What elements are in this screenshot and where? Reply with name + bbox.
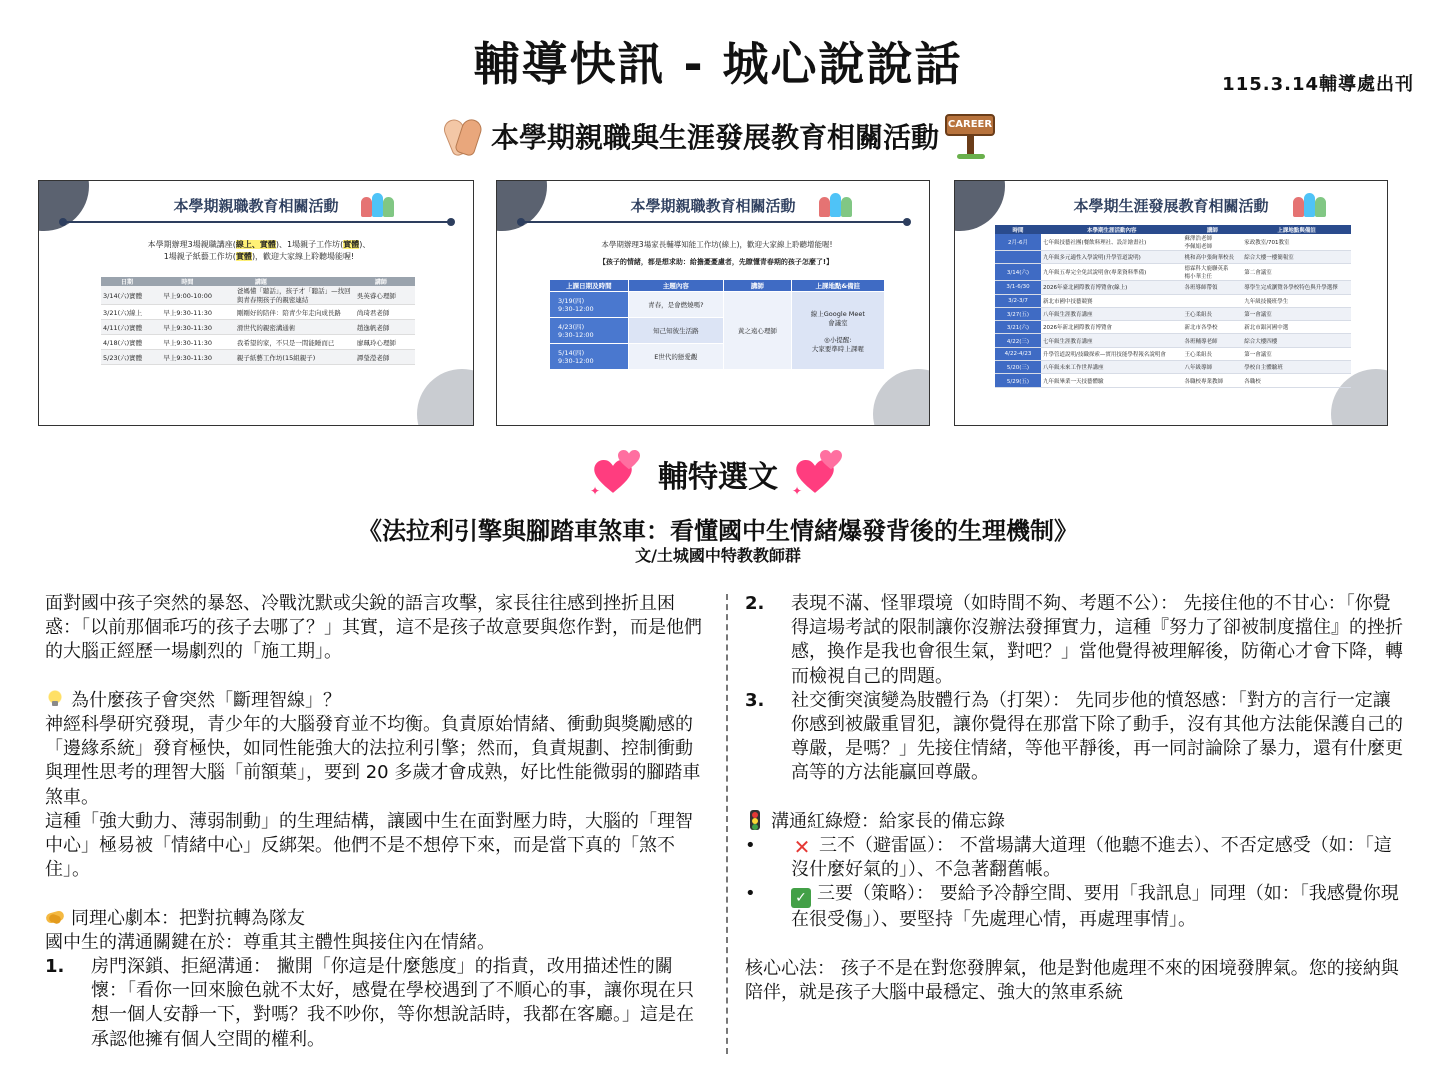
slide-parenting-activities-2	[496, 180, 930, 426]
high-five-icon	[439, 113, 485, 159]
table-row: 4/22-4/23 升學管道說明/技職探索—實用技能學程報名說明會 王心柔組長 第一會議室	[995, 347, 1351, 360]
table-row: 九年級多元適性入學說明(升學管道說明) 桃和高中張絢華校長 綜合大樓一樓簡報室	[995, 251, 1351, 264]
check-icon: ✓	[791, 888, 811, 908]
list-item: 1. 房門深鎖、拒絕溝通： 撇開「你這是什麼態度」的指責，改用描述性的關懷：「看你一回來臉色就不太好，感覺在學校遇到了不順心的事，讓你現在只想一個人安靜一下，對嗎？我不吵你，等你想說話時，我都在客廳。」這是在承認他擁有個人空間的權利。	[45, 956, 694, 1050]
table-row: 3/2-3/7 新北市國中技藝競賽 九年級技優班學生	[995, 294, 1351, 307]
core-principle: 核心心法： 孩子不是在對您發脾氣，他是對他處理不來的困境發脾氣。您的接納與陪伴，就是孩子大腦中最穩定、強大的煞車系統	[745, 957, 1399, 1004]
slide-intro: 本學期辦理3場親職講座(線上、實體)、1場親子工作坊(實體)、 1場親子紙藝工作坊(實體)，歡迎大家線上聆聽場能喔!	[147, 240, 371, 261]
table-row: 2月-6月 七年級技藝社團(餐飲料理社、設計繪畫社) 蘇澤浩老師 李佩娟老師 家政教室/701教室	[995, 234, 1351, 251]
list-item: • ✓ 三要（策略）： 要給予冷靜空間、要用「我訊息」同理（如：「我感覺你現在很受傷」）、要堅持「先處理心情，再處理事情」。	[745, 883, 1399, 931]
kids-icon	[1293, 191, 1327, 217]
column-divider	[726, 594, 728, 1054]
table-row: 3/1-6/30 2026年臺北國際教育博覽會(線上) 各班導師帶領 導學生完成瀏覽各學校特色與升學選擇	[995, 281, 1351, 294]
table-row: 3/21(六) 2026年新北國際教育博覽會 新北市各學校 新北市銀河國中選	[995, 321, 1351, 334]
table-row: 4/18(六)實體 早上9:30-11:30 我希望的家，不只是一間能睡而已 廖珮玲心理師	[101, 335, 415, 350]
table-row: 3/14(六) 九年級五專完全免試說明會(專業資料準備) 德霖科大鹿聯英系 楊小華主任 第二會議室	[995, 264, 1351, 281]
table-row: 4/22(三) 七年級生涯教育講座 各班輔導老師 綜合大樓四樓	[995, 334, 1351, 347]
table-row: 3/19(四) 9:30-12:00 青春，是會燃燒嗎? 黃之遠心理師 線上Google Meet 會議室 ◎小提醒: 大家要準時上課喔	[550, 292, 885, 318]
slide-career-activities	[954, 180, 1388, 426]
workshop-table: 上課日期及時間 主題內容 講師 上課地點&備註 3/19(四) 9:30-12:00 青春，是會燃燒嗎? 黃之遠心理師 線上Google Meet 會議室 ◎小提醒: 大家要準時上課喔 4/23(四) 9:30-12:00 知己知彼生活路 5/14(四) 9:30-12:00 E世代的戀愛觀	[549, 279, 885, 370]
why-heading: 為什麼孩子會突然「斷理智線」？	[45, 689, 705, 713]
table-row: 3/21(六)線上 早上9:30-11:30 剛剛好的陪伴：陪青少年走向成長路 尚琦君老師	[101, 305, 415, 320]
table-row: 4/23(四) 9:30-12:00 知己知彼生活路	[550, 318, 885, 344]
empathy-intro: 國中生的溝通關鍵在於：尊重其主體性與接住內在情緒。	[45, 931, 495, 953]
hearts-icon: ✦	[590, 450, 644, 498]
article-byline: 文/土城國中特教教師群	[635, 546, 801, 565]
section-heading-text: 本學期親職與生涯發展教育相關活動	[490, 121, 939, 154]
handshake-icon	[45, 907, 65, 927]
table-row: 5/29(五) 九年級畢業一天技藝體驗 各職校專業教師 各職校	[995, 374, 1351, 387]
table-row: 4/11(六)實體 早上9:30-11:30 滑世代的親密溝通術 趙逸帆老師	[101, 320, 415, 335]
list-item: • ✕ 三不（避雷區）： 不當場講大道理（他聽不進去）、不否定感受（如：「這沒什麼好氣的」）、不急著翻舊帳。	[745, 835, 1392, 881]
slide-title: 本學期親職教育相關活動	[630, 197, 796, 215]
article-column-right	[745, 592, 1405, 1005]
empathy-heading: 同理心劇本：把對抗轉為隊友	[45, 907, 705, 931]
cross-icon: ✕	[793, 835, 811, 860]
career-sign-icon: CAREER	[945, 112, 997, 160]
table-row: 3/14(六)實體 早上9:00-10:00 爸媽懂「聽話」，孩子才「聽話」—找回與青春期孩子的親密連結 吳英睿心理師	[101, 286, 415, 305]
table-row: 5/23(六)實體 早上9:30-11:30 親子紙藝工作坊(15組親子) 譚瑩瀅老師	[101, 350, 415, 365]
publish-date: 115.3.14輔導處出刊	[1222, 74, 1414, 95]
table-row: 5/14(四) 9:30-12:00 E世代的戀愛觀	[550, 344, 885, 370]
why-paragraph-1: 神經科學研究發現，青少年的大腦發育並不均衡。負責原始情緒、衝動與獎勵感的「邊緣系統」發育極快，如同性能強大的法拉利引擎；然而，負責規劃、控制衝動與理性思考的理智大腦「前額葉」，要到 20 多歲才會成熟，好比性能微弱的腳踏車煞車。	[45, 714, 701, 808]
section-heading-text: 輔特選文	[658, 460, 778, 495]
parenting-lecture-table: 日期 時間 講題 講師 3/14(六)實體 早上9:00-10:00 爸媽懂「聽話」，孩子才「聽話」—找回與青春期孩子的親密連結 吳英睿心理師 3/21(六)線上 早上9:30-11:30 剛剛好的陪伴：陪青少年走向成長路 尚琦君老師 4/11(六)實體 早上9:30-11:30 滑世代的親密溝通術 趙逸帆老師 4/18(六)實體 早上9:30-11:30 我希望的家，不只是一間能睡而已 廖珮玲心理師 5/23(六)實體 早上9:30-11:30 親子紙藝工作坊(15組親子) 譚瑩瀅老師	[101, 277, 415, 365]
kids-icon	[361, 191, 395, 217]
article-column-left	[45, 592, 705, 1052]
newsletter-title: 輔導快訊 - 城心說說話	[473, 37, 963, 91]
hearts-icon: ✦	[792, 450, 846, 498]
list-item: 2. 表現不滿、怪罪環境（如時間不夠、考題不公）： 先接住他的不甘心：「你覺得這場考試的限制讓你沒辦法發揮實力，這種『努力了卻被制度擋住』的挫折感，換作是我也會很生氣，對吧？」當他覺得被理解後，防衛心才會下降，轉而檢視自己的問題。	[745, 593, 1403, 687]
lightbulb-icon	[45, 689, 65, 709]
slide-title: 本學期親職教育相關活動	[173, 197, 339, 215]
slide-note: 【孩子的情緒，都是想求助：給擔憂憂慮者，先瞭懂青春期的孩子怎麼了!】	[598, 258, 834, 266]
kids-icon	[819, 191, 853, 217]
list-item: 3. 社交衝突演變為肢體行為（打架）： 先同步他的憤怒感：「對方的言行一定讓你感到被嚴重冒犯，讓你覺得在那當下除了動手，沒有其他方法能保護自己的尊嚴，是嗎？」先接住情緒，等他平靜後，再一同討論除了暴力，還有什麼更高等的方法能贏回尊嚴。	[745, 689, 1403, 784]
article-title: 《法拉利引擎與腳踏車煞車：看懂國中生情緒爆發背後的生理機制》	[358, 517, 1078, 545]
slide-title: 本學期生涯發展教育相關活動	[1073, 197, 1269, 215]
traffic-heading: 溝通紅綠燈：給家長的備忘錄	[745, 810, 1405, 834]
why-paragraph-2: 這種「強大動力、薄弱制動」的生理結構，讓國中生在面對壓力時，大腦的「理智中心」極易被「情緒中心」反綁架。他們不是不想停下來，而是當下真的「煞不住」。	[45, 810, 693, 881]
activity-slides	[38, 180, 1388, 426]
career-activity-table: 時間 本學期生涯活動內容 講師 上課地點與備註 2月-6月 七年級技藝社團(餐飲料理社、設計繪畫社) 蘇澤浩老師 李佩娟老師 家政教室/701教室 九年級多元適性入學說明(升學管道說明) 桃和高中張絢華校長 綜合大樓一樓簡報室 3/14(六) 九年級五專完全免試說明會(專業資料準備) 德霖科大鹿聯英系 楊小華主任 第二會議室 3/1-6/30 2026年臺北國際教育博覽會(線上) 各班導師帶領 導學生完成瀏覽各學校特色與升學選擇 3/2-3/7 新北市國中技藝競賽 九年級技優班學生 3/27(五) 八年級生涯教育講座 王心柔組長 第一會議室 3/21(六) 2026年新北國際教育博覽會 新北市各學校 新北市銀河國中選 4/22(三) 七年級生涯教育講座 各班輔導老師 綜合大樓四樓 4/22-4/23 升學管道說明/技職探索—實用技能學程報名說明會 王心柔組長 第一會議室 5/20(三) 八年級未來工作世界講座 八年級導師 學校自主體驗班 5/29(五) 九年級畢業一天技藝體驗 各職校專業教師 各職校	[995, 225, 1351, 388]
table-row: 5/20(三) 八年級未來工作世界講座 八年級導師 學校自主體驗班	[995, 361, 1351, 374]
traffic-light-icon	[745, 810, 765, 830]
article-intro: 面對國中孩子突然的暴怒、冷戰沈默或尖銳的語言攻擊，家長往往感到挫折且困惑：「以前那個乖巧的孩子去哪了？」其實，這不是孩子故意要與您作對，而是他們的大腦正經歷一場劇烈的「施工期」。	[45, 593, 702, 663]
section-heading-activities	[0, 112, 1436, 160]
slide-parenting-activities-1	[38, 180, 474, 426]
slide-intro: 本學期辦理3場家長輔導知能工作坊(線上)，歡迎大家線上聆聽增能喔!	[601, 240, 833, 249]
table-row: 3/27(五) 八年級生涯教育講座 王心柔組長 第一會議室	[995, 307, 1351, 320]
section-heading-featured-article	[0, 450, 1436, 498]
